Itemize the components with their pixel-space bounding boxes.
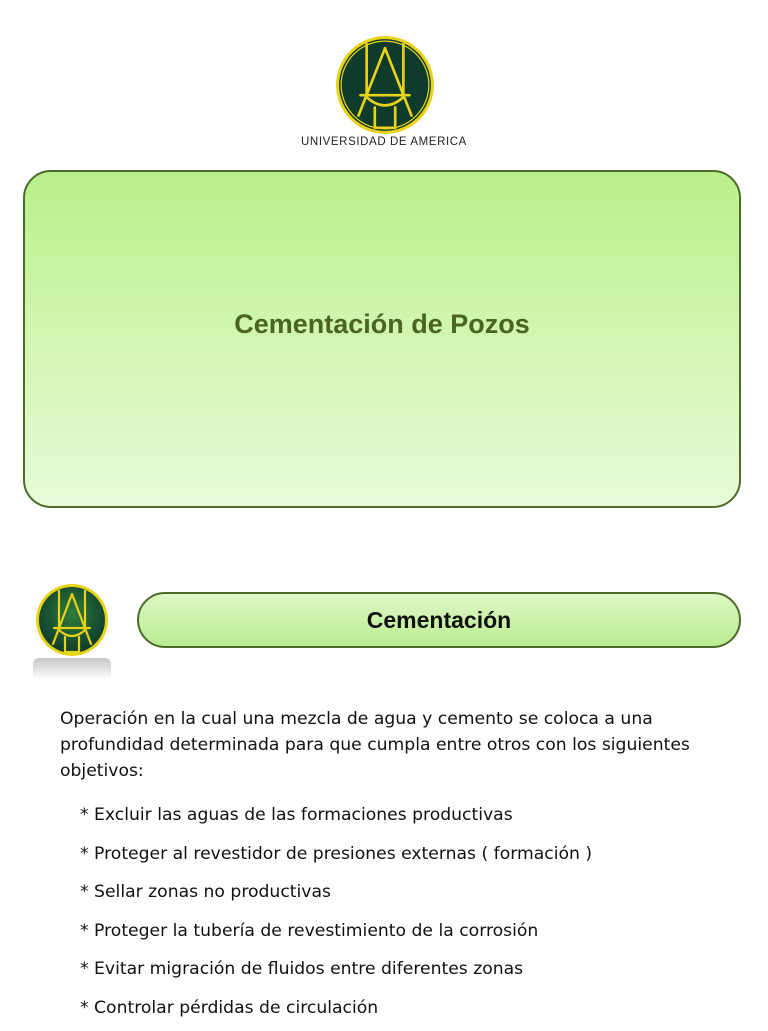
objectives-list xyxy=(80,800,760,1031)
page-title: Cementación de Pozos xyxy=(234,309,530,340)
intro-paragraph: Operación en la cual una mezcla de agua y cemento se coloca a una profundidad determinada para que cumpla entre otros con los siguientes objetivos: xyxy=(60,706,740,784)
university-name: UNIVERSIDAD DE AMERICA xyxy=(0,136,768,148)
list-item: * Proteger la tubería de revestimiento de la corrosión xyxy=(80,916,760,955)
list-item: * Proteger al revestidor de presiones externas ( formación ) xyxy=(80,839,760,878)
section-heading: Cementación xyxy=(367,607,511,634)
section-heading-pill xyxy=(137,592,741,648)
list-item: * Excluir las aguas de las formaciones productivas xyxy=(80,800,760,839)
title-box xyxy=(23,170,741,508)
list-item: * Sellar zonas no productivas xyxy=(80,877,760,916)
list-item: * Evitar migración de fluidos entre diferentes zonas xyxy=(80,954,760,993)
university-crest-icon xyxy=(334,34,436,136)
list-item: * Controlar pérdidas de circulación xyxy=(80,993,760,1031)
university-crest-small-icon xyxy=(33,582,111,682)
